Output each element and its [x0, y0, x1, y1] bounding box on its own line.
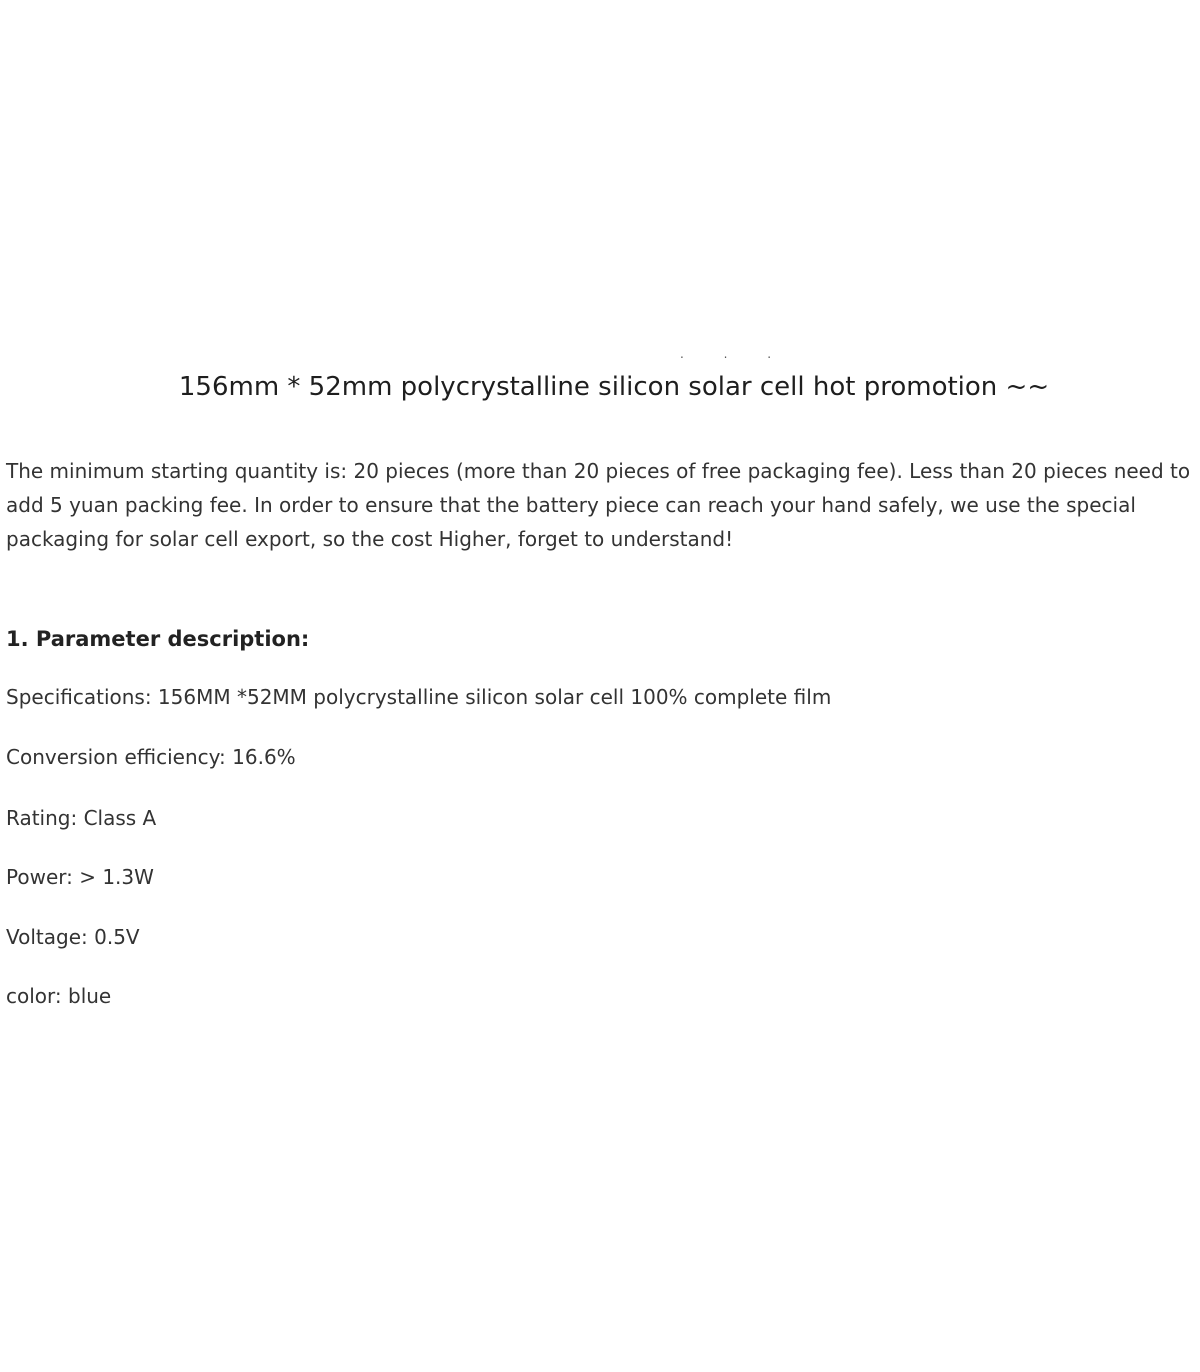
spec-color: color: blue: [6, 984, 112, 1008]
decorative-dots: . . .: [680, 347, 790, 361]
intro-paragraph: The minimum starting quantity is: 20 pieces (more than 20 pieces of free packaging fee). Less than 20 pieces need to add 5 yuan packing fee. In order to ensure that the battery piece can reach your hand safely, we use the special packaging for solar cell export, so the cost Higher, forget to understand!: [6, 459, 1191, 551]
spec-rating: Rating: Class A: [6, 806, 157, 830]
spec-power: Power: > 1.3W: [6, 865, 154, 889]
spec-specifications: Specifications: 156MM *52MM polycrystalline silicon solar cell 100% complete film: [6, 685, 832, 709]
spec-voltage: Voltage: 0.5V: [6, 925, 140, 949]
page-title: 156mm * 52mm polycrystalline silicon solar cell hot promotion ~~: [178, 372, 1050, 402]
parameter-heading: 1. Parameter description:: [6, 627, 310, 651]
spec-conversion-efficiency: Conversion efficiency: 16.6%: [6, 745, 296, 769]
